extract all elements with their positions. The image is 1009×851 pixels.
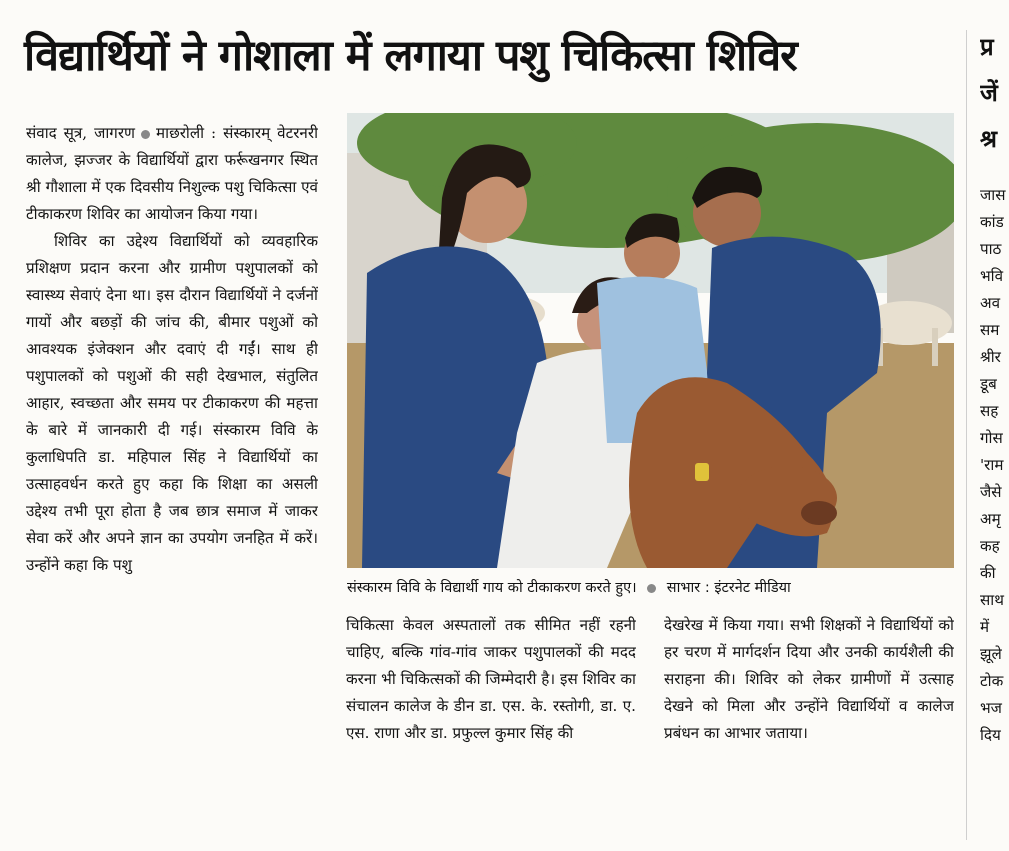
bullet-icon	[647, 584, 656, 593]
dateline-place: माछरोली :	[156, 124, 217, 142]
adjacent-column-line: गोस	[980, 429, 1003, 447]
adjacent-column-line: जैसे	[980, 483, 1002, 501]
photo-caption	[347, 572, 967, 604]
adjacent-article-column	[980, 182, 1009, 842]
dateline-source: संवाद सूत्र, जागरण	[26, 124, 136, 142]
adjacent-column-line: की	[980, 564, 996, 582]
column-divider	[966, 30, 967, 840]
adjacent-column-line: भज	[980, 699, 1002, 717]
adjacent-column-line: अव	[980, 294, 1001, 312]
adjacent-column-line: जास	[980, 186, 1006, 204]
adjacent-column-line: दिय	[980, 726, 1001, 744]
adjacent-column-line: कांड	[980, 213, 1004, 231]
news-photo	[347, 113, 954, 568]
adjacent-column-line: 'राम	[980, 456, 1004, 474]
adjacent-headline-line: प्र	[980, 33, 994, 61]
article-text: संस्कारम् वेटरनरी कालेज, झज्जर के विद्यार्थियों द्वारा फर्रूखनगर स्थित श्री गौशाला में एक दिवसीय निशुल्क पशु चिकित्सा एवं टीकाकरण शिविर का आयोजन किया गया।	[26, 124, 318, 223]
article-paragraph-1	[26, 120, 318, 228]
headline: विद्यार्थियों ने गोशाला में लगाया पशु चिकित्सा शिविर	[24, 31, 797, 81]
adjacent-column-line: साथ	[980, 591, 1004, 609]
article-column-1	[26, 120, 318, 840]
caption-text: संस्कारम विवि के विद्यार्थी गाय को टीकाकरण करते हुए।	[347, 580, 637, 596]
adjacent-column-line: टोक	[980, 672, 1004, 690]
adjacent-column-line: पाठ	[980, 240, 1002, 258]
bullet-icon	[141, 130, 150, 139]
adjacent-column-line: भवि	[980, 267, 1004, 285]
adjacent-headline-line: श्र	[980, 125, 997, 153]
adjacent-article-headline	[980, 24, 1009, 162]
photo-credit: साभार : इंटरनेट मीडिया	[666, 580, 791, 596]
adjacent-column-line: में	[980, 618, 990, 636]
article-paragraph-4: देखरेख में किया गया। सभी शिक्षकों ने विद्यार्थियों को हर चरण में मार्गदर्शन दिया और उनकी कार्यशैली की सराहना की। शिविर को लेकर ग्रामीणों में उत्साह देखने को मिला और उन्होंने विद्यार्थियों व कालेज प्रबंधन का आभार जताया।	[664, 616, 954, 742]
adjacent-column-line: झूले	[980, 645, 1002, 663]
article-column-3	[664, 612, 954, 838]
adjacent-column-line: सह	[980, 402, 999, 420]
article-paragraph-3: चिकित्सा केवल अस्पतालों तक सीमित नहीं रहनी चाहिए, बल्कि गांव-गांव जाकर पशुपालकों की मदद करना भी चिकित्सकों की जिम्मेदारी है। इस शिविर का संचालन कालेज के डीन डा. एस. के. रस्तोगी, डा. ए. एस. राणा और डा. प्रफुल्ल कुमार सिंह की	[346, 616, 636, 742]
article-paragraph-2: शिविर का उद्देश्य विद्यार्थियों को व्यवहारिक प्रशिक्षण प्रदान करना और ग्रामीण पशुपालकों को स्वास्थ्य सेवाएं देना था। इस दौरान विद्यार्थियों ने दर्जनों गायों और बछड़ों की जांच की, बीमार पशुओं को आवश्यक इंजेक्शन और दवाएं दी गईं। साथ ही पशुपालकों को पशुओं की सही देखभाल, संतुलित आहार, स्वच्छता और समय पर टीकाकरण की महत्ता के बारे में जानकारी दी गई। संस्कारम विवि के कुलाधिपति डा. महिपाल सिंह ने विद्यार्थियों का उत्साहवर्धन करते हुए कहा कि शिक्षा का असली उद्देश्य तभी पूरा होता है जब छात्र समाज में जाकर सेवा करें और अपने ज्ञान का उपयोग जनहित में करें। उन्होंने कहा कि पशु	[26, 232, 318, 574]
adjacent-column-line: सम	[980, 321, 1000, 339]
adjacent-headline-line: जें	[980, 79, 998, 107]
adjacent-column-line: डूब	[980, 375, 997, 393]
article-column-2	[346, 612, 636, 838]
adjacent-column-line: श्रीर	[980, 348, 1001, 366]
adjacent-column-line: कह	[980, 537, 1000, 555]
adjacent-column-line: अमृ	[980, 510, 1001, 528]
